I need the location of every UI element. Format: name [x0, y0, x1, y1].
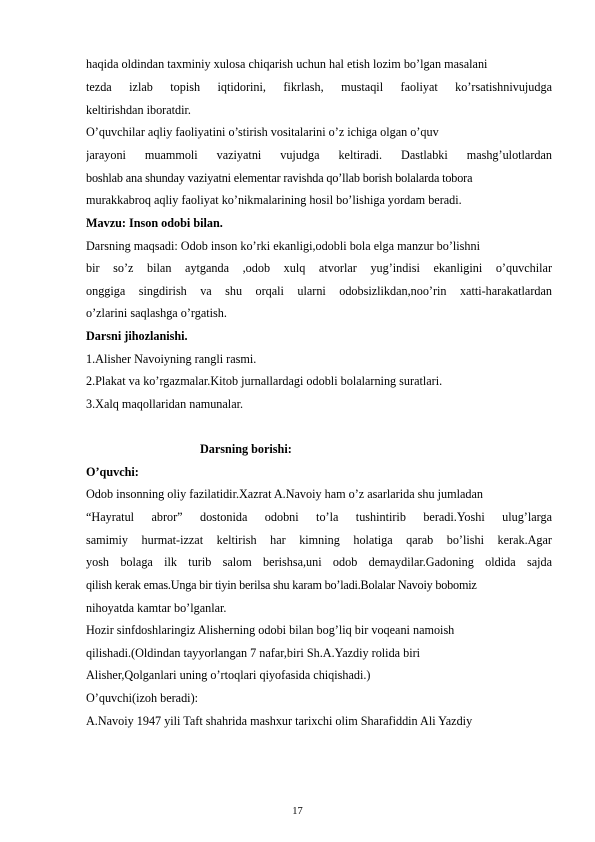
text-line: jarayoni muammoli vaziyatni vujudga keltiradi. Dastlabki mashg’ulotlardan: [86, 148, 552, 162]
text-line: qilish kerak emas.Unga bir tiyin berilsa shu karam bo’ladi.Bolalar Navoiy bobomiz: [86, 578, 477, 592]
text-line: o’zlarini saqlashga o’rgatish.: [86, 306, 227, 320]
text-line: murakkabroq aqliy faoliyat ko’nikmalarining hosil bo’lishiga yordam beradi.: [86, 193, 462, 207]
lesson-progress-heading: Darsning borishi:: [200, 442, 292, 456]
text-line: Odob insonning oliy fazilatidir.Xazrat A.Navoiy ham o’z asarlarida shu jumladan: [86, 487, 484, 501]
list-item: 3.Xalq maqollaridan namunalar.: [86, 397, 244, 411]
section-heading: Darsni jihozlanishi.: [86, 329, 188, 343]
speaker-label: O’quvchi:: [86, 465, 139, 479]
text-line: yosh bolaga ilk turib salom berishsa,uni odob demaydilar.Gadoning oldida sajda: [86, 555, 552, 569]
text-line: samimiy hurmat-izzat keltirish har kimning holatiga qarab bo’lishi kerak.Agar: [86, 533, 552, 547]
text-line: Hozir sinfdoshlaringiz Alisherning odobi bilan bog’liq bir voqeani namoish: [86, 623, 455, 637]
text-line: Darsning maqsadi: Odob inson ko’rki ekanligi,odobli bola elga manzur bo’lishni: [86, 239, 480, 253]
text-line: onggiga singdirish va shu orqali ularni odobsizlikdan,noo’rin xatti-harakatlardan: [86, 284, 552, 298]
text-line: O’quvchilar aqliy faoliyatini o’stirish vositalarini o’z ichiga olgan o’quv: [86, 125, 439, 139]
text-line: haqida oldindan taxminiy xulosa chiqarish uchun hal etish lozim bo’lgan masalani: [86, 57, 488, 71]
text-line: “Hayratul abror” dostonida odobni to’la tushintirib beradi.Yoshi ulug’larga: [86, 510, 552, 524]
text-line: bir so’z bilan aytganda ,odob xulq atvorlar yug’indisi ekanligini o’quvchilar: [86, 261, 552, 275]
text-line: qilishadi.(Oldindan tayyorlangan 7 nafar,biri Sh.A.Yazdiy rolida biri: [86, 646, 421, 660]
list-item: 2.Plakat va ko’rgazmalar.Kitob jurnallardagi odobli bolalarning suratlari.: [86, 374, 443, 388]
topic-heading: Mavzu: Inson odobi bilan.: [86, 216, 223, 230]
text-line: Alisher,Qolganlari uning o’rtoqlari qiyofasida chiqishadi.): [86, 668, 371, 682]
text-line: tezda izlab topish iqtidorini, fikrlash, mustaqil faoliyat ko’rsatishnivujudga: [86, 80, 552, 94]
text-line: boshlab ana shunday vaziyatni elementar ravishda qo’llab borish bolalarda tobora: [86, 171, 473, 185]
page-number: 17: [292, 806, 303, 817]
list-item: 1.Alisher Navoiyning rangli rasmi.: [86, 352, 257, 366]
text-line: A.Navoiy 1947 yili Taft shahrida mashxur tarixchi olim Sharafiddin Ali Yazdiy: [86, 714, 473, 728]
text-line: nihoyatda kamtar bo’lganlar.: [86, 601, 227, 615]
text-line: keltirishdan iboratdir.: [86, 103, 191, 117]
text-line: O’quvchi(izoh beradi):: [86, 691, 199, 705]
